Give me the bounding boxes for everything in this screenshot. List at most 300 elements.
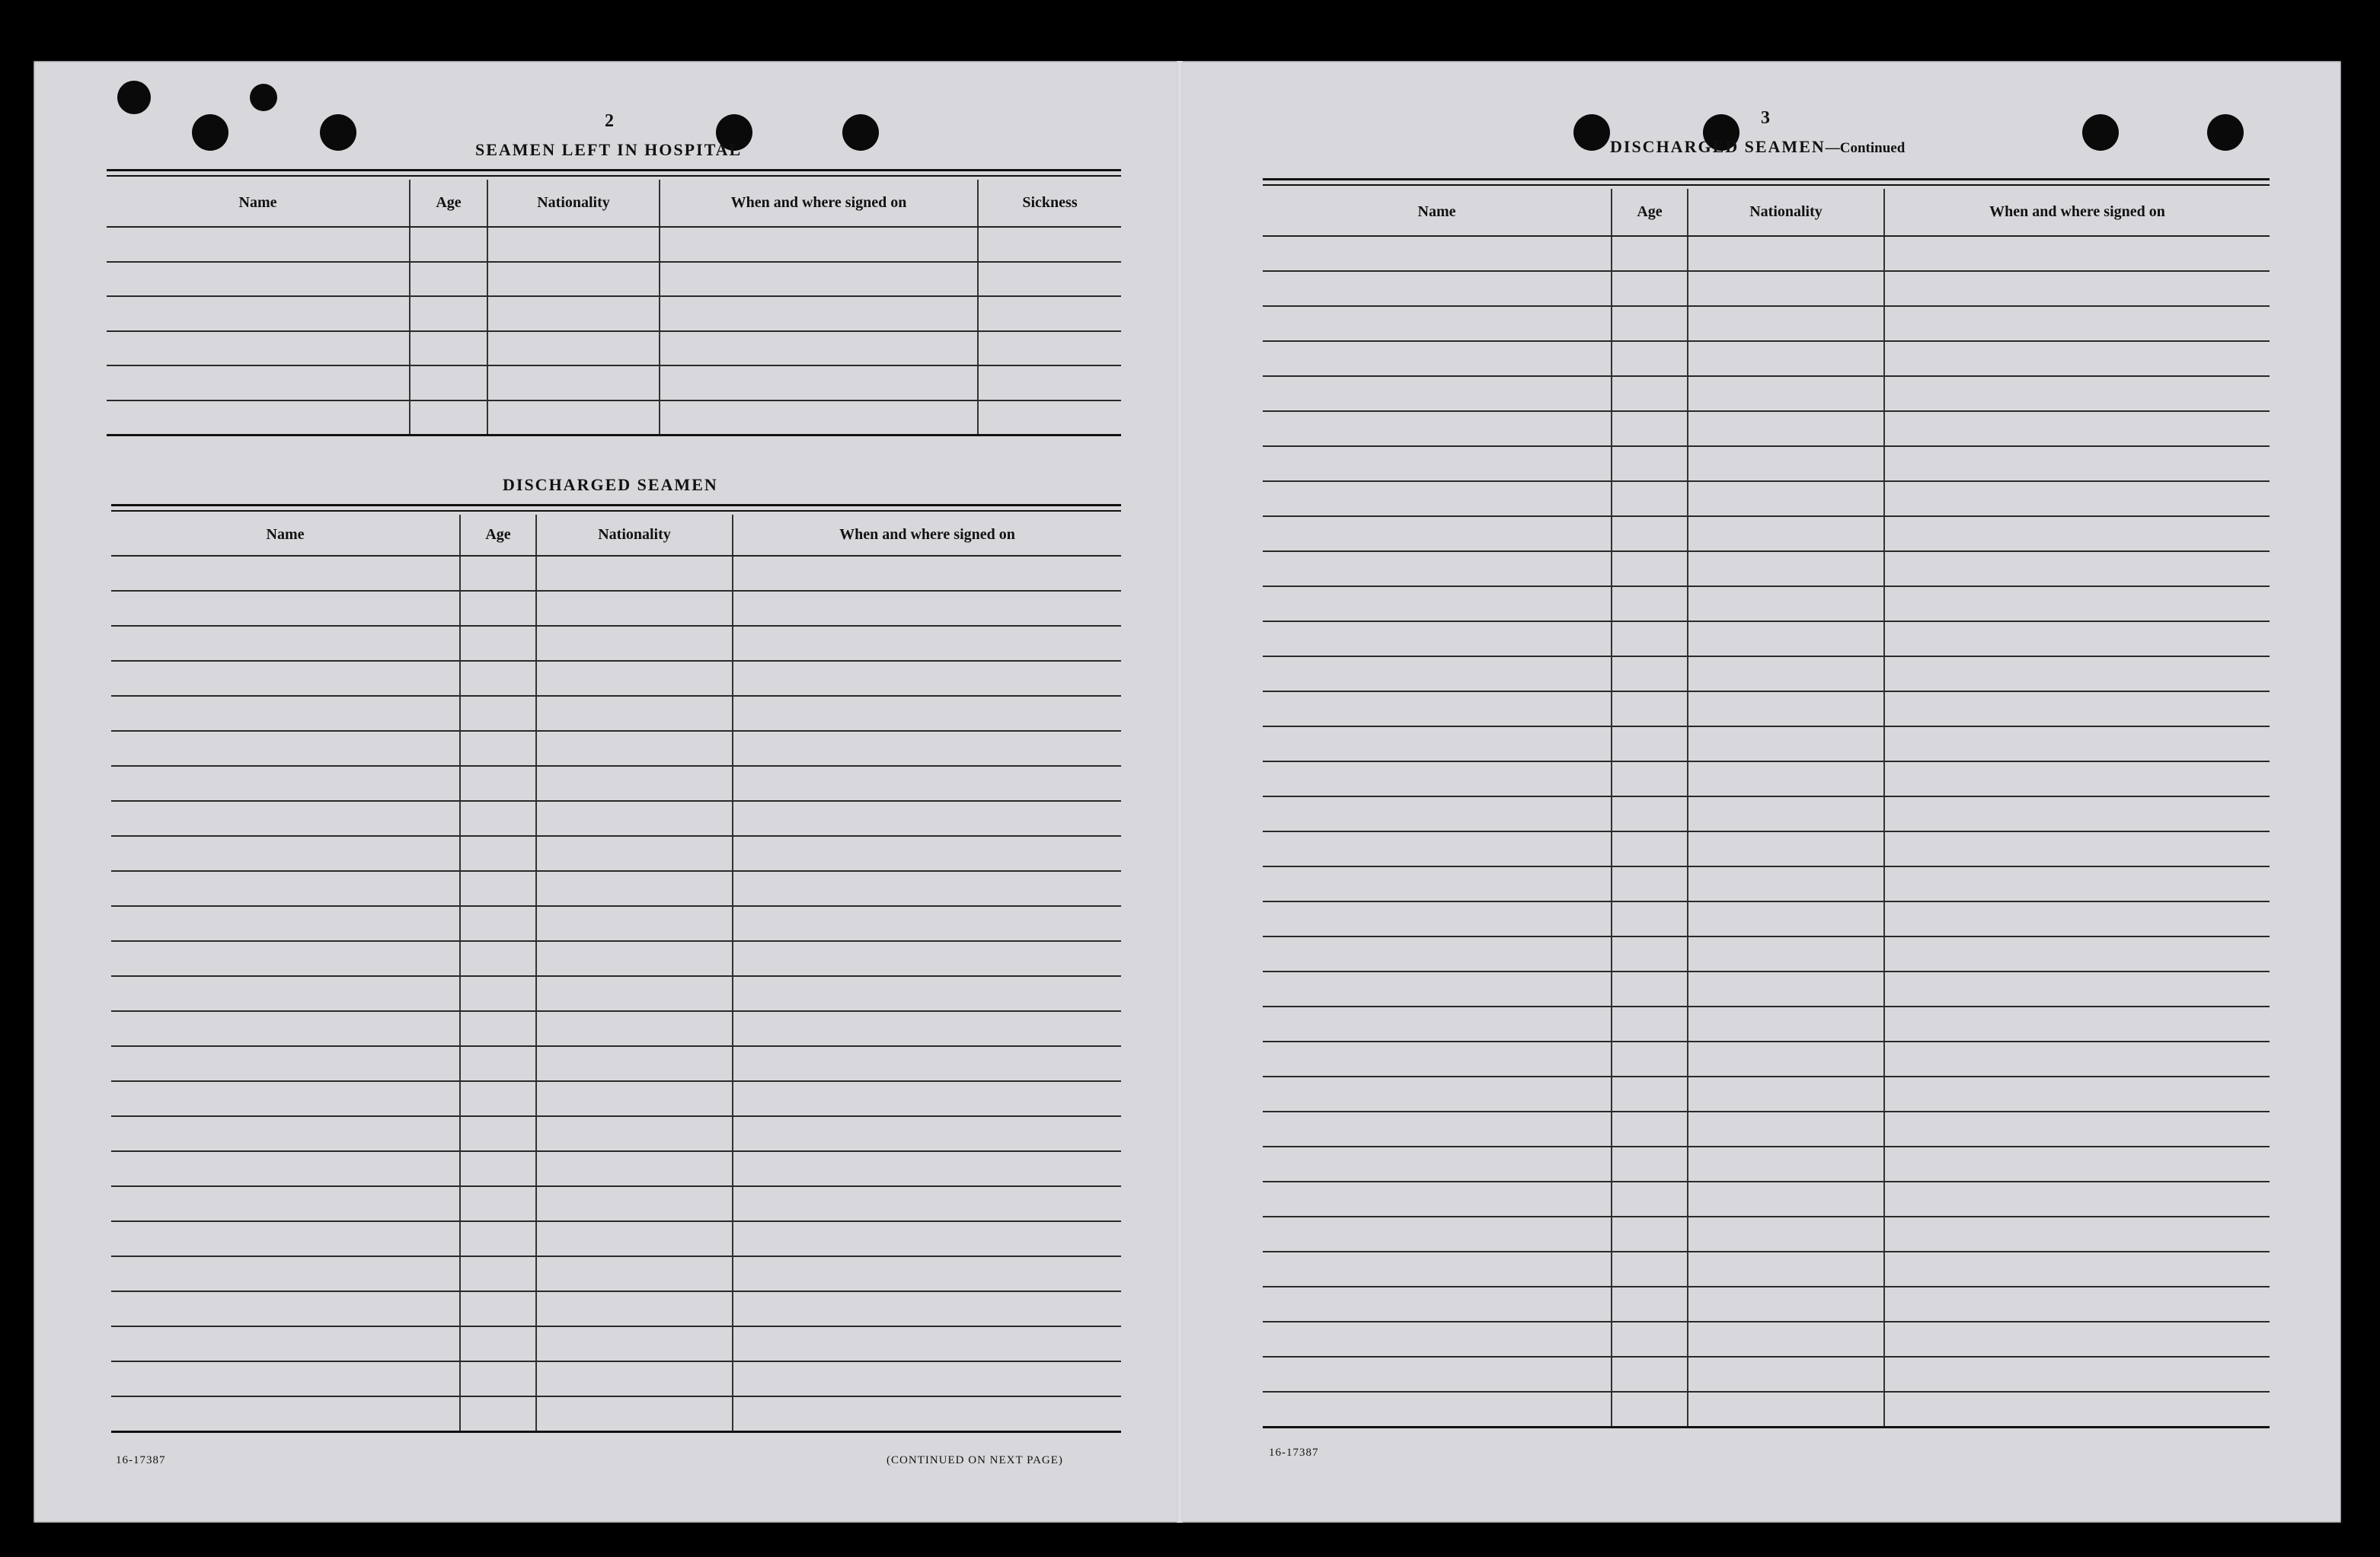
blank-cell[interactable] — [460, 871, 536, 906]
blank-cell[interactable] — [410, 227, 487, 262]
blank-cell[interactable] — [733, 696, 1121, 731]
blank-cell[interactable] — [733, 1361, 1121, 1396]
blank-cell[interactable] — [1612, 901, 1688, 936]
blank-cell[interactable] — [1263, 411, 1612, 446]
blank-cell[interactable] — [460, 696, 536, 731]
blank-cell[interactable] — [1884, 446, 2270, 481]
blank-cell[interactable] — [1884, 1357, 2270, 1392]
blank-cell[interactable] — [733, 871, 1121, 906]
blank-cell[interactable] — [1884, 341, 2270, 376]
blank-cell[interactable] — [1263, 1392, 1612, 1427]
blank-cell[interactable] — [111, 941, 460, 976]
blank-cell[interactable] — [111, 1186, 460, 1221]
blank-cell[interactable] — [1263, 831, 1612, 866]
blank-cell[interactable] — [536, 976, 733, 1011]
blank-cell[interactable] — [460, 906, 536, 941]
blank-cell[interactable] — [733, 941, 1121, 976]
blank-cell[interactable] — [487, 296, 660, 331]
blank-cell[interactable] — [733, 1116, 1121, 1151]
blank-cell[interactable] — [1884, 236, 2270, 271]
blank-row — [1263, 1392, 2270, 1427]
blank-cell[interactable] — [978, 262, 1121, 297]
blank-row — [111, 731, 1121, 766]
blank-cell[interactable] — [107, 400, 410, 436]
blank-cell[interactable] — [733, 591, 1121, 626]
blank-cell[interactable] — [107, 227, 410, 262]
blank-cell[interactable] — [536, 1326, 733, 1361]
blank-cell[interactable] — [536, 1396, 733, 1431]
blank-cell[interactable] — [1688, 306, 1884, 341]
blank-cell[interactable] — [111, 1326, 460, 1361]
blank-cell[interactable] — [733, 906, 1121, 941]
blank-cell[interactable] — [1612, 936, 1688, 972]
blank-cell[interactable] — [1612, 1217, 1688, 1252]
blank-cell[interactable] — [536, 1256, 733, 1291]
blank-cell[interactable] — [1612, 1077, 1688, 1112]
blank-cell[interactable] — [536, 1081, 733, 1116]
blank-cell[interactable] — [1884, 481, 2270, 516]
title-rule — [107, 175, 1121, 177]
blank-cell[interactable] — [460, 1256, 536, 1291]
blank-cell[interactable] — [1688, 691, 1884, 726]
punch-hole — [320, 114, 356, 151]
blank-cell[interactable] — [460, 556, 536, 591]
blank-cell[interactable] — [111, 766, 460, 801]
blank-cell[interactable] — [1688, 341, 1884, 376]
blank-cell[interactable] — [1263, 656, 1612, 691]
blank-cell[interactable] — [733, 731, 1121, 766]
blank-cell[interactable] — [1884, 1007, 2270, 1042]
blank-cell[interactable] — [460, 801, 536, 836]
blank-cell[interactable] — [536, 1361, 733, 1396]
blank-cell[interactable] — [111, 976, 460, 1011]
blank-cell[interactable] — [733, 1291, 1121, 1326]
blank-cell[interactable] — [1688, 1287, 1884, 1322]
blank-cell[interactable] — [460, 1291, 536, 1326]
blank-cell[interactable] — [1688, 936, 1884, 972]
blank-cell[interactable] — [1263, 1322, 1612, 1357]
blank-cell[interactable] — [111, 1151, 460, 1186]
blank-cell[interactable] — [1263, 1252, 1612, 1287]
blank-cell[interactable] — [1688, 1147, 1884, 1182]
blank-cell[interactable] — [733, 1011, 1121, 1046]
blank-cell[interactable] — [1688, 1357, 1884, 1392]
blank-cell[interactable] — [1688, 866, 1884, 901]
blank-cell[interactable] — [536, 661, 733, 696]
blank-cell[interactable] — [978, 296, 1121, 331]
blank-cell[interactable] — [111, 1361, 460, 1396]
blank-cell[interactable] — [1884, 726, 2270, 761]
blank-cell[interactable] — [1612, 1147, 1688, 1182]
blank-cell[interactable] — [107, 365, 410, 400]
blank-cell[interactable] — [460, 626, 536, 661]
blank-cell[interactable] — [733, 1186, 1121, 1221]
blank-cell[interactable] — [1884, 866, 2270, 901]
blank-cell[interactable] — [660, 296, 978, 331]
blank-cell[interactable] — [1263, 691, 1612, 726]
blank-cell[interactable] — [487, 262, 660, 297]
column-header: Nationality — [536, 515, 733, 556]
blank-cell[interactable] — [1263, 446, 1612, 481]
blank-cell[interactable] — [410, 262, 487, 297]
blank-cell[interactable] — [460, 1046, 536, 1081]
blank-cell[interactable] — [536, 1291, 733, 1326]
blank-cell[interactable] — [978, 365, 1121, 400]
blank-cell[interactable] — [111, 731, 460, 766]
blank-cell[interactable] — [733, 1151, 1121, 1186]
blank-cell[interactable] — [1612, 1392, 1688, 1427]
blank-cell[interactable] — [1688, 1077, 1884, 1112]
blank-cell[interactable] — [1612, 306, 1688, 341]
blank-cell[interactable] — [111, 1081, 460, 1116]
blank-cell[interactable] — [1884, 516, 2270, 551]
blank-row — [1263, 796, 2270, 831]
blank-cell[interactable] — [1884, 1077, 2270, 1112]
blank-cell[interactable] — [410, 296, 487, 331]
blank-cell[interactable] — [460, 1326, 536, 1361]
blank-cell[interactable] — [1688, 831, 1884, 866]
blank-cell[interactable] — [1688, 726, 1884, 761]
blank-cell[interactable] — [1884, 551, 2270, 586]
blank-cell[interactable] — [1263, 1042, 1612, 1077]
blank-cell[interactable] — [1884, 761, 2270, 796]
blank-cell[interactable] — [733, 801, 1121, 836]
blank-cell[interactable] — [1263, 1357, 1612, 1392]
title-rule — [1263, 184, 2270, 186]
blank-cell[interactable] — [111, 906, 460, 941]
blank-cell[interactable] — [1884, 1322, 2270, 1357]
blank-cell[interactable] — [487, 365, 660, 400]
blank-cell[interactable] — [1884, 306, 2270, 341]
blank-cell[interactable] — [1688, 1042, 1884, 1077]
blank-cell[interactable] — [536, 1011, 733, 1046]
blank-cell[interactable] — [1688, 656, 1884, 691]
blank-row — [1263, 1357, 2270, 1392]
blank-cell[interactable] — [1884, 1042, 2270, 1077]
blank-cell[interactable] — [111, 556, 460, 591]
blank-cell[interactable] — [1612, 271, 1688, 306]
blank-cell[interactable] — [536, 556, 733, 591]
blank-cell[interactable] — [1263, 1077, 1612, 1112]
blank-cell[interactable] — [1612, 866, 1688, 901]
blank-cell[interactable] — [536, 626, 733, 661]
blank-cell[interactable] — [460, 731, 536, 766]
blank-cell[interactable] — [1612, 1182, 1688, 1217]
blank-cell[interactable] — [536, 1046, 733, 1081]
blank-cell[interactable] — [1612, 551, 1688, 586]
blank-cell[interactable] — [1688, 551, 1884, 586]
blank-cell[interactable] — [733, 1396, 1121, 1431]
blank-cell[interactable] — [1688, 481, 1884, 516]
blank-cell[interactable] — [1688, 411, 1884, 446]
blank-cell[interactable] — [1612, 516, 1688, 551]
blank-cell[interactable] — [107, 296, 410, 331]
blank-cell[interactable] — [1884, 411, 2270, 446]
blank-cell[interactable] — [1884, 691, 2270, 726]
blank-cell[interactable] — [733, 1046, 1121, 1081]
column-header: When and where signed on — [660, 180, 978, 227]
blank-cell[interactable] — [660, 365, 978, 400]
blank-cell[interactable] — [1688, 972, 1884, 1007]
blank-cell[interactable] — [1263, 1112, 1612, 1147]
blank-row — [107, 262, 1121, 297]
blank-cell[interactable] — [1612, 831, 1688, 866]
blank-cell[interactable] — [536, 871, 733, 906]
blank-cell[interactable] — [1884, 831, 2270, 866]
blank-cell[interactable] — [1612, 411, 1688, 446]
blank-cell[interactable] — [1884, 376, 2270, 411]
blank-cell[interactable] — [1884, 796, 2270, 831]
blank-cell[interactable] — [1263, 306, 1612, 341]
blank-cell[interactable] — [1263, 796, 1612, 831]
blank-cell[interactable] — [460, 1151, 536, 1186]
blank-cell[interactable] — [1688, 516, 1884, 551]
blank-cell[interactable] — [1263, 236, 1612, 271]
blank-cell[interactable] — [1884, 1217, 2270, 1252]
blank-cell[interactable] — [1263, 726, 1612, 761]
blank-cell[interactable] — [536, 696, 733, 731]
blank-cell[interactable] — [1263, 1007, 1612, 1042]
blank-cell[interactable] — [1688, 446, 1884, 481]
blank-row — [1263, 901, 2270, 936]
blank-row — [107, 400, 1121, 436]
column-header: Name — [107, 180, 410, 227]
blank-cell[interactable] — [1263, 1182, 1612, 1217]
blank-row — [111, 1081, 1121, 1116]
blank-cell[interactable] — [660, 262, 978, 297]
blank-cell[interactable] — [1612, 481, 1688, 516]
blank-cell[interactable] — [1688, 586, 1884, 621]
blank-row — [107, 296, 1121, 331]
blank-cell[interactable] — [487, 331, 660, 366]
blank-cell[interactable] — [111, 1256, 460, 1291]
blank-cell[interactable] — [460, 1186, 536, 1221]
blank-cell[interactable] — [1884, 972, 2270, 1007]
blank-cell[interactable] — [1688, 1392, 1884, 1427]
blank-cell[interactable] — [1263, 341, 1612, 376]
blank-cell[interactable] — [1263, 1287, 1612, 1322]
blank-cell[interactable] — [978, 400, 1121, 436]
blank-cell[interactable] — [1884, 621, 2270, 656]
column-header: Age — [410, 180, 487, 227]
blank-cell[interactable] — [536, 1186, 733, 1221]
blank-cell[interactable] — [733, 1256, 1121, 1291]
blank-cell[interactable] — [1263, 481, 1612, 516]
blank-cell[interactable] — [536, 836, 733, 871]
blank-cell[interactable] — [1884, 1392, 2270, 1427]
blank-cell[interactable] — [1688, 376, 1884, 411]
blank-row — [1263, 656, 2270, 691]
blank-cell[interactable] — [460, 1396, 536, 1431]
blank-cell[interactable] — [1612, 1252, 1688, 1287]
blank-cell[interactable] — [1612, 1357, 1688, 1392]
blank-cell[interactable] — [1884, 586, 2270, 621]
blank-cell[interactable] — [107, 262, 410, 297]
continued-section-title — [1610, 137, 1905, 157]
blank-cell[interactable] — [1688, 1112, 1884, 1147]
blank-cell[interactable] — [1884, 1287, 2270, 1322]
blank-row — [111, 801, 1121, 836]
blank-cell[interactable] — [733, 1326, 1121, 1361]
blank-cell[interactable] — [410, 331, 487, 366]
blank-cell[interactable] — [1612, 586, 1688, 621]
blank-cell[interactable] — [1612, 341, 1688, 376]
blank-cell[interactable] — [1612, 796, 1688, 831]
blank-cell[interactable] — [1688, 271, 1884, 306]
blank-cell[interactable] — [1263, 621, 1612, 656]
page-fold — [1177, 61, 1183, 1523]
blank-cell[interactable] — [111, 1011, 460, 1046]
blank-cell[interactable] — [1688, 1322, 1884, 1357]
blank-cell[interactable] — [460, 836, 536, 871]
blank-cell[interactable] — [410, 400, 487, 436]
blank-cell[interactable] — [1688, 621, 1884, 656]
blank-cell[interactable] — [460, 1361, 536, 1396]
blank-cell[interactable] — [536, 941, 733, 976]
blank-cell[interactable] — [1612, 656, 1688, 691]
blank-cell[interactable] — [460, 1116, 536, 1151]
blank-cell[interactable] — [660, 331, 978, 366]
blank-cell[interactable] — [1263, 1217, 1612, 1252]
blank-cell[interactable] — [1263, 866, 1612, 901]
blank-cell[interactable] — [536, 906, 733, 941]
blank-cell[interactable] — [1688, 1252, 1884, 1287]
blank-cell[interactable] — [1263, 1147, 1612, 1182]
blank-cell[interactable] — [111, 661, 460, 696]
blank-cell[interactable] — [460, 661, 536, 696]
blank-cell[interactable] — [111, 801, 460, 836]
blank-cell[interactable] — [410, 365, 487, 400]
blank-cell[interactable] — [536, 1116, 733, 1151]
blank-cell[interactable] — [978, 331, 1121, 366]
blank-cell[interactable] — [1884, 656, 2270, 691]
blank-cell[interactable] — [733, 556, 1121, 591]
blank-cell[interactable] — [733, 661, 1121, 696]
blank-cell[interactable] — [1688, 901, 1884, 936]
blank-cell[interactable] — [111, 626, 460, 661]
blank-cell[interactable] — [1612, 621, 1688, 656]
blank-row — [1263, 1322, 2270, 1357]
blank-cell[interactable] — [1263, 551, 1612, 586]
blank-cell[interactable] — [1884, 1252, 2270, 1287]
blank-cell[interactable] — [1688, 1007, 1884, 1042]
blank-cell[interactable] — [1263, 972, 1612, 1007]
blank-row — [1263, 1252, 2270, 1287]
blank-cell[interactable] — [1884, 1147, 2270, 1182]
blank-cell[interactable] — [660, 400, 978, 436]
blank-cell[interactable] — [660, 227, 978, 262]
blank-cell[interactable] — [1688, 236, 1884, 271]
blank-row — [1263, 1007, 2270, 1042]
blank-cell[interactable] — [1612, 1287, 1688, 1322]
blank-cell[interactable] — [111, 1291, 460, 1326]
blank-cell[interactable] — [1612, 376, 1688, 411]
blank-cell[interactable] — [111, 1396, 460, 1431]
blank-cell[interactable] — [1884, 901, 2270, 936]
blank-cell[interactable] — [487, 227, 660, 262]
punch-hole — [192, 114, 228, 151]
blank-cell[interactable] — [536, 591, 733, 626]
column-header: When and where signed on — [733, 515, 1121, 556]
blank-cell[interactable] — [978, 227, 1121, 262]
discharged-continued-table — [1263, 189, 2270, 1428]
blank-cell[interactable] — [1612, 446, 1688, 481]
blank-cell[interactable] — [1612, 691, 1688, 726]
blank-cell[interactable] — [1884, 1182, 2270, 1217]
blank-cell[interactable] — [1612, 1007, 1688, 1042]
blank-cell[interactable] — [111, 836, 460, 871]
punch-hole — [2207, 114, 2244, 151]
blank-cell[interactable] — [1263, 901, 1612, 936]
blank-cell[interactable] — [1612, 1042, 1688, 1077]
blank-cell[interactable] — [111, 871, 460, 906]
blank-cell[interactable] — [536, 801, 733, 836]
column-header: Name — [1263, 189, 1612, 236]
blank-cell[interactable] — [1884, 936, 2270, 972]
blank-cell[interactable] — [1263, 376, 1612, 411]
blank-cell[interactable] — [536, 731, 733, 766]
blank-cell[interactable] — [536, 1221, 733, 1256]
blank-cell[interactable] — [1688, 1182, 1884, 1217]
blank-cell[interactable] — [460, 1011, 536, 1046]
blank-cell[interactable] — [1263, 936, 1612, 972]
blank-cell[interactable] — [1884, 271, 2270, 306]
blank-cell[interactable] — [1612, 726, 1688, 761]
blank-cell[interactable] — [111, 1046, 460, 1081]
blank-cell[interactable] — [460, 941, 536, 976]
blank-cell[interactable] — [1263, 761, 1612, 796]
blank-cell[interactable] — [111, 591, 460, 626]
blank-row — [111, 1396, 1121, 1431]
blank-row — [1263, 446, 2270, 481]
blank-cell[interactable] — [1612, 972, 1688, 1007]
blank-cell[interactable] — [1263, 516, 1612, 551]
blank-cell[interactable] — [1612, 1112, 1688, 1147]
blank-cell[interactable] — [460, 591, 536, 626]
blank-cell[interactable] — [111, 1221, 460, 1256]
blank-row — [1263, 586, 2270, 621]
blank-cell[interactable] — [107, 331, 410, 366]
blank-cell[interactable] — [733, 1081, 1121, 1116]
blank-cell[interactable] — [111, 1116, 460, 1151]
blank-cell[interactable] — [536, 1151, 733, 1186]
blank-cell[interactable] — [111, 696, 460, 731]
blank-cell[interactable] — [733, 836, 1121, 871]
blank-cell[interactable] — [733, 626, 1121, 661]
blank-cell[interactable] — [1612, 236, 1688, 271]
blank-cell[interactable] — [1612, 761, 1688, 796]
blank-cell[interactable] — [460, 1081, 536, 1116]
blank-cell[interactable] — [733, 1221, 1121, 1256]
blank-cell[interactable] — [1688, 761, 1884, 796]
blank-cell[interactable] — [1263, 586, 1612, 621]
blank-cell[interactable] — [460, 976, 536, 1011]
blank-cell[interactable] — [733, 766, 1121, 801]
blank-cell[interactable] — [487, 400, 660, 436]
blank-cell[interactable] — [1688, 1217, 1884, 1252]
blank-cell[interactable] — [1263, 271, 1612, 306]
blank-cell[interactable] — [460, 766, 536, 801]
blank-cell[interactable] — [460, 1221, 536, 1256]
blank-row — [111, 696, 1121, 731]
blank-cell[interactable] — [536, 766, 733, 801]
blank-row — [1263, 341, 2270, 376]
blank-cell[interactable] — [1884, 1112, 2270, 1147]
blank-cell[interactable] — [1612, 1322, 1688, 1357]
blank-row — [1263, 1042, 2270, 1077]
blank-cell[interactable] — [1688, 796, 1884, 831]
blank-cell[interactable] — [733, 976, 1121, 1011]
